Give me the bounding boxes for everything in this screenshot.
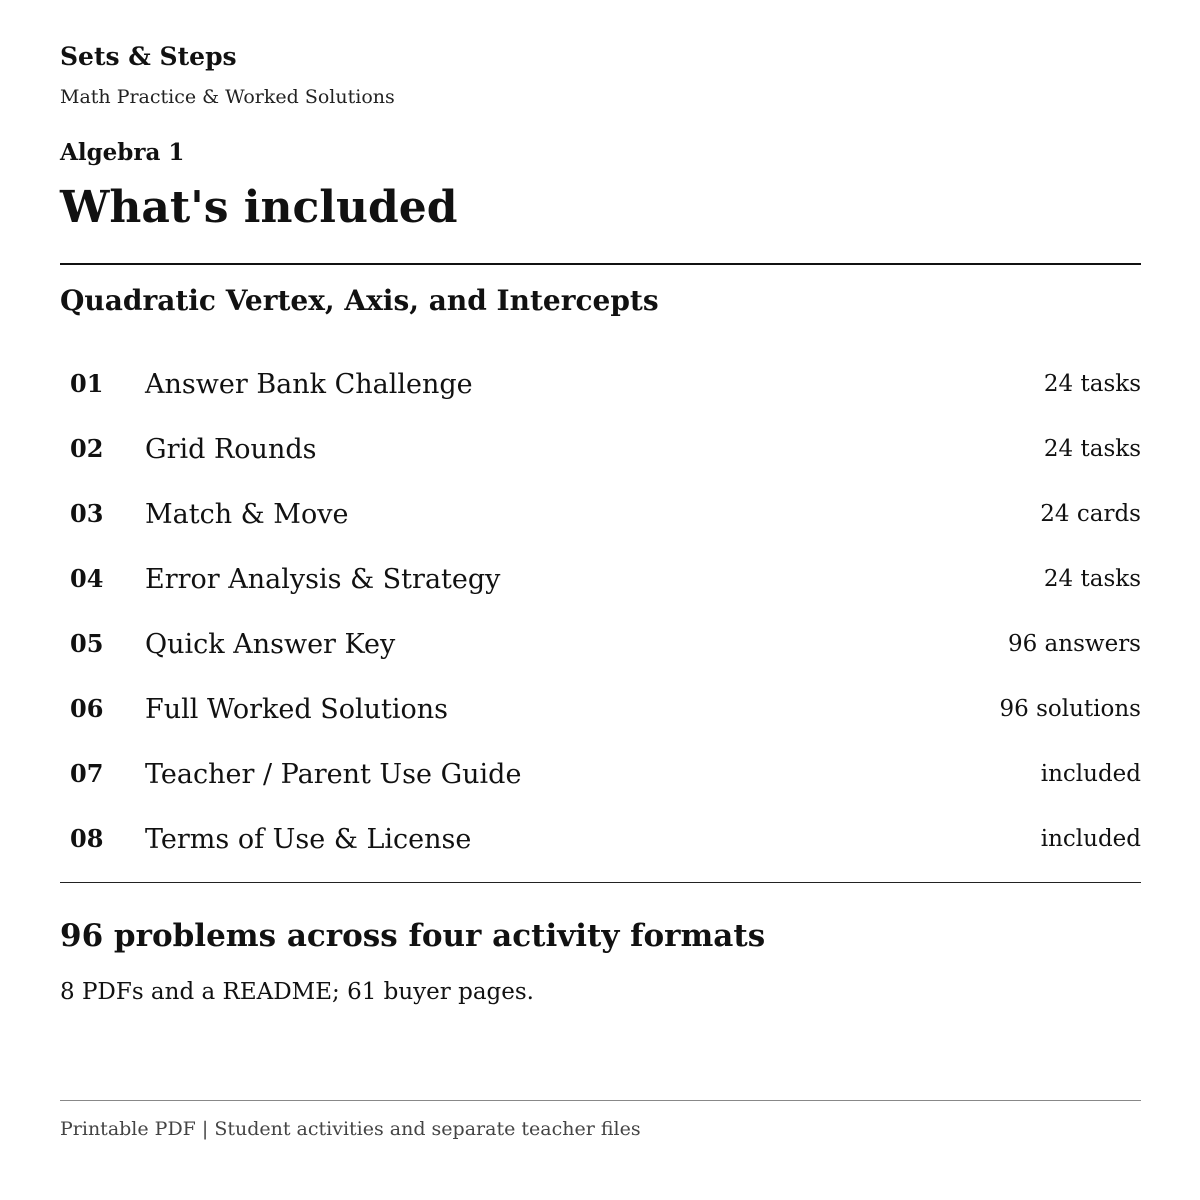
section-title: Quadratic Vertex, Axis, and Intercepts	[60, 284, 659, 317]
item-name: Quick Answer Key	[145, 629, 396, 660]
list-item	[60, 482, 1141, 547]
item-number: 03	[70, 499, 104, 528]
item-name: Full Worked Solutions	[145, 694, 449, 725]
item-number: 04	[70, 564, 104, 593]
product-contents-page	[60, 0, 1141, 1200]
summary-text: 8 PDFs and a README; 61 buyer pages.	[60, 979, 534, 1005]
list-divider	[60, 882, 1141, 883]
list-item	[60, 807, 1141, 872]
item-number: 06	[70, 694, 104, 723]
summary-title: 96 problems across four activity formats	[60, 918, 766, 954]
item-count: 24 tasks	[1043, 371, 1141, 397]
item-count: 96 solutions	[999, 696, 1141, 722]
item-count: included	[1040, 826, 1141, 852]
item-number: 07	[70, 759, 104, 788]
item-number: 01	[70, 369, 104, 398]
list-item	[60, 352, 1141, 417]
item-count: 24 cards	[1040, 501, 1141, 527]
list-item	[60, 547, 1141, 612]
item-count: 24 tasks	[1043, 436, 1141, 462]
item-name: Error Analysis & Strategy	[145, 564, 501, 595]
item-count: 24 tasks	[1043, 566, 1141, 592]
contents-list	[60, 352, 1141, 872]
header-divider	[60, 263, 1141, 265]
item-count: included	[1040, 761, 1141, 787]
list-item	[60, 417, 1141, 482]
list-item	[60, 612, 1141, 677]
item-number: 02	[70, 434, 104, 463]
item-number: 08	[70, 824, 104, 853]
item-name: Teacher / Parent Use Guide	[145, 759, 522, 790]
list-item	[60, 677, 1141, 742]
brand-tagline: Math Practice & Worked Solutions	[60, 86, 395, 108]
list-item	[60, 742, 1141, 807]
item-name: Grid Rounds	[145, 434, 317, 465]
item-count: 96 answers	[1007, 631, 1141, 657]
footer-divider	[60, 1100, 1141, 1101]
brand-name: Sets & Steps	[60, 42, 237, 71]
item-number: 05	[70, 629, 104, 658]
item-name: Match & Move	[145, 499, 349, 530]
item-name: Answer Bank Challenge	[145, 369, 473, 400]
course-label: Algebra 1	[60, 139, 185, 166]
item-name: Terms of Use & License	[145, 824, 472, 855]
page-title: What's included	[60, 182, 458, 233]
footer-text: Printable PDF | Student activities and separate teacher files	[60, 1118, 641, 1140]
